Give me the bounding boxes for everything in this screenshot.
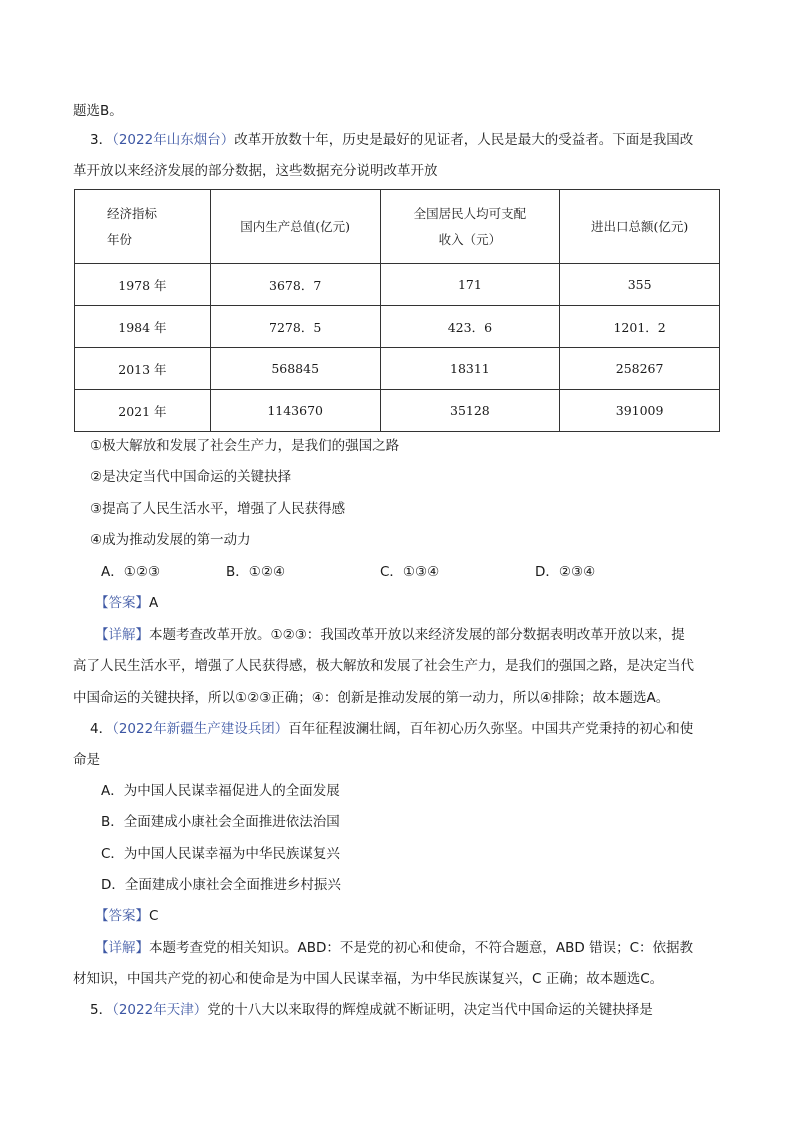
cell-year: 1978 年 [75,264,211,306]
header-gdp: 国内生产总值(亿元) [210,190,380,264]
cell-year: 1984 年 [75,306,211,348]
table-corner-cell [75,190,211,264]
q5-source: （2022年天津） [112,1002,208,1018]
q3-answer-value: A [149,595,159,611]
cell-income: 35128 [380,390,560,432]
q3-option-c: C．①③④ [380,564,440,580]
previous-answer-tail: 题选B。 [73,103,123,119]
q4-answer-line [95,907,158,925]
table-row [75,390,720,432]
cell-year: 2021 年 [75,390,211,432]
q3-statement-2: ②是决定当代中国命运的关键抉择 [90,469,292,485]
q4-answer-tag: 【答案】 [95,908,149,924]
q3-stem-line-1 [90,131,693,149]
cell-gdp: 1143670 [210,390,380,432]
cell-income: 423．6 [380,306,560,348]
q3-statement-3: ③提高了人民生活水平，增强了人民获得感 [90,501,346,517]
q4-number: 4． [90,721,113,737]
cell-trade: 355 [560,264,720,306]
q4-detail-text-1: 本题考查党的相关知识。ABD：不是党的初心和使命，不符合题意，ABD 错误；C：依据教 [149,940,694,956]
q4-answer-value: C [149,908,159,924]
q4-detail-line-1 [95,939,693,957]
table-row [75,264,720,306]
cell-income: 171 [380,264,560,306]
header-income-line-1: 全国居民人均可支配 [413,205,527,221]
q4-stem-text-1: 百年征程波澜壮阔，百年初心历久弥坚。中国共产党秉持的初心和使 [288,721,694,737]
corner-label-year: 年份 [107,231,133,247]
q3-detail-text-1: 本题考查改革开放。①②③：我国改革开放以来经济发展的部分数据表明改革开放以来，提 [149,627,685,643]
q4-detail-line-2: 材知识，中国共产党的初心和使命是为中国人民谋幸福，为中华民族谋复兴，C 正确；故本题选C。 [73,971,664,987]
q4-option-d: D．全面建成小康社会全面推进乡村振兴 [101,877,341,893]
header-income-line-2: 收入（元） [438,231,502,247]
q4-option-c: C．为中国人民谋幸福为中华民族谋复兴 [101,846,340,862]
q3-stem-text-1: 改革开放数十年，历史是最好的见证者，人民是最大的受益者。下面是我国改 [234,132,694,148]
q4-option-a: A．为中国人民谋幸福促进人的全面发展 [101,783,340,799]
q3-detail-tag: 【详解】 [95,627,149,643]
header-trade: 进出口总额(亿元) [560,190,720,264]
header-income [380,190,560,264]
q3-detail-line-3: 中国命运的关键抉择，所以①②③正确；④：创新是推动发展的第一动力，所以④排除；故本题选A。 [73,690,670,706]
q3-stem-line-2: 革开放以来经济发展的部分数据，这些数据充分说明改革开放 [73,163,438,179]
q4-stem-line-2: 命是 [73,752,100,768]
cell-trade: 391009 [560,390,720,432]
q3-statement-4: ④成为推动发展的第一动力 [90,532,251,548]
q4-source: （2022年新疆生产建设兵团） [112,721,289,737]
q3-detail-line-2: 高了人民生活水平，增强了人民获得感，极大解放和发展了社会生产力，是我们的强国之路，是决定当代 [73,658,694,674]
economic-data-table [74,189,720,432]
q4-detail-tag: 【详解】 [95,940,149,956]
cell-gdp: 3678．7 [210,264,380,306]
q3-source: （2022年山东烟台） [112,132,235,148]
q3-option-d: D．②③④ [535,564,596,580]
q4-stem-line-1 [90,720,693,738]
table-row [75,306,720,348]
corner-label-indicator: 经济指标 [107,205,158,221]
cell-year: 2013 年 [75,348,211,390]
cell-gdp: 568845 [210,348,380,390]
cell-trade: 1201．2 [560,306,720,348]
q3-option-b: B．①②④ [226,564,286,580]
q3-answer-tag: 【答案】 [95,595,149,611]
q5-stem-text-1: 党的十八大以来取得的辉煌成就不断证明，决定当代中国命运的关键抉择是 [207,1002,653,1018]
cell-gdp: 7278．5 [210,306,380,348]
q3-detail-line-1 [95,626,685,644]
q3-number: 3． [90,132,113,148]
table-header-row [75,190,720,264]
table-row [75,348,720,390]
q3-statement-1: ①极大解放和发展了社会生产力，是我们的强国之路 [90,438,400,454]
q5-number: 5． [90,1002,113,1018]
cell-income: 18311 [380,348,560,390]
q5-stem-line-1 [90,1001,653,1019]
q3-option-a: A．①②③ [101,564,161,580]
q4-option-b: B．全面建成小康社会全面推进依法治国 [101,814,340,830]
q3-answer-line [95,594,158,612]
cell-trade: 258267 [560,348,720,390]
